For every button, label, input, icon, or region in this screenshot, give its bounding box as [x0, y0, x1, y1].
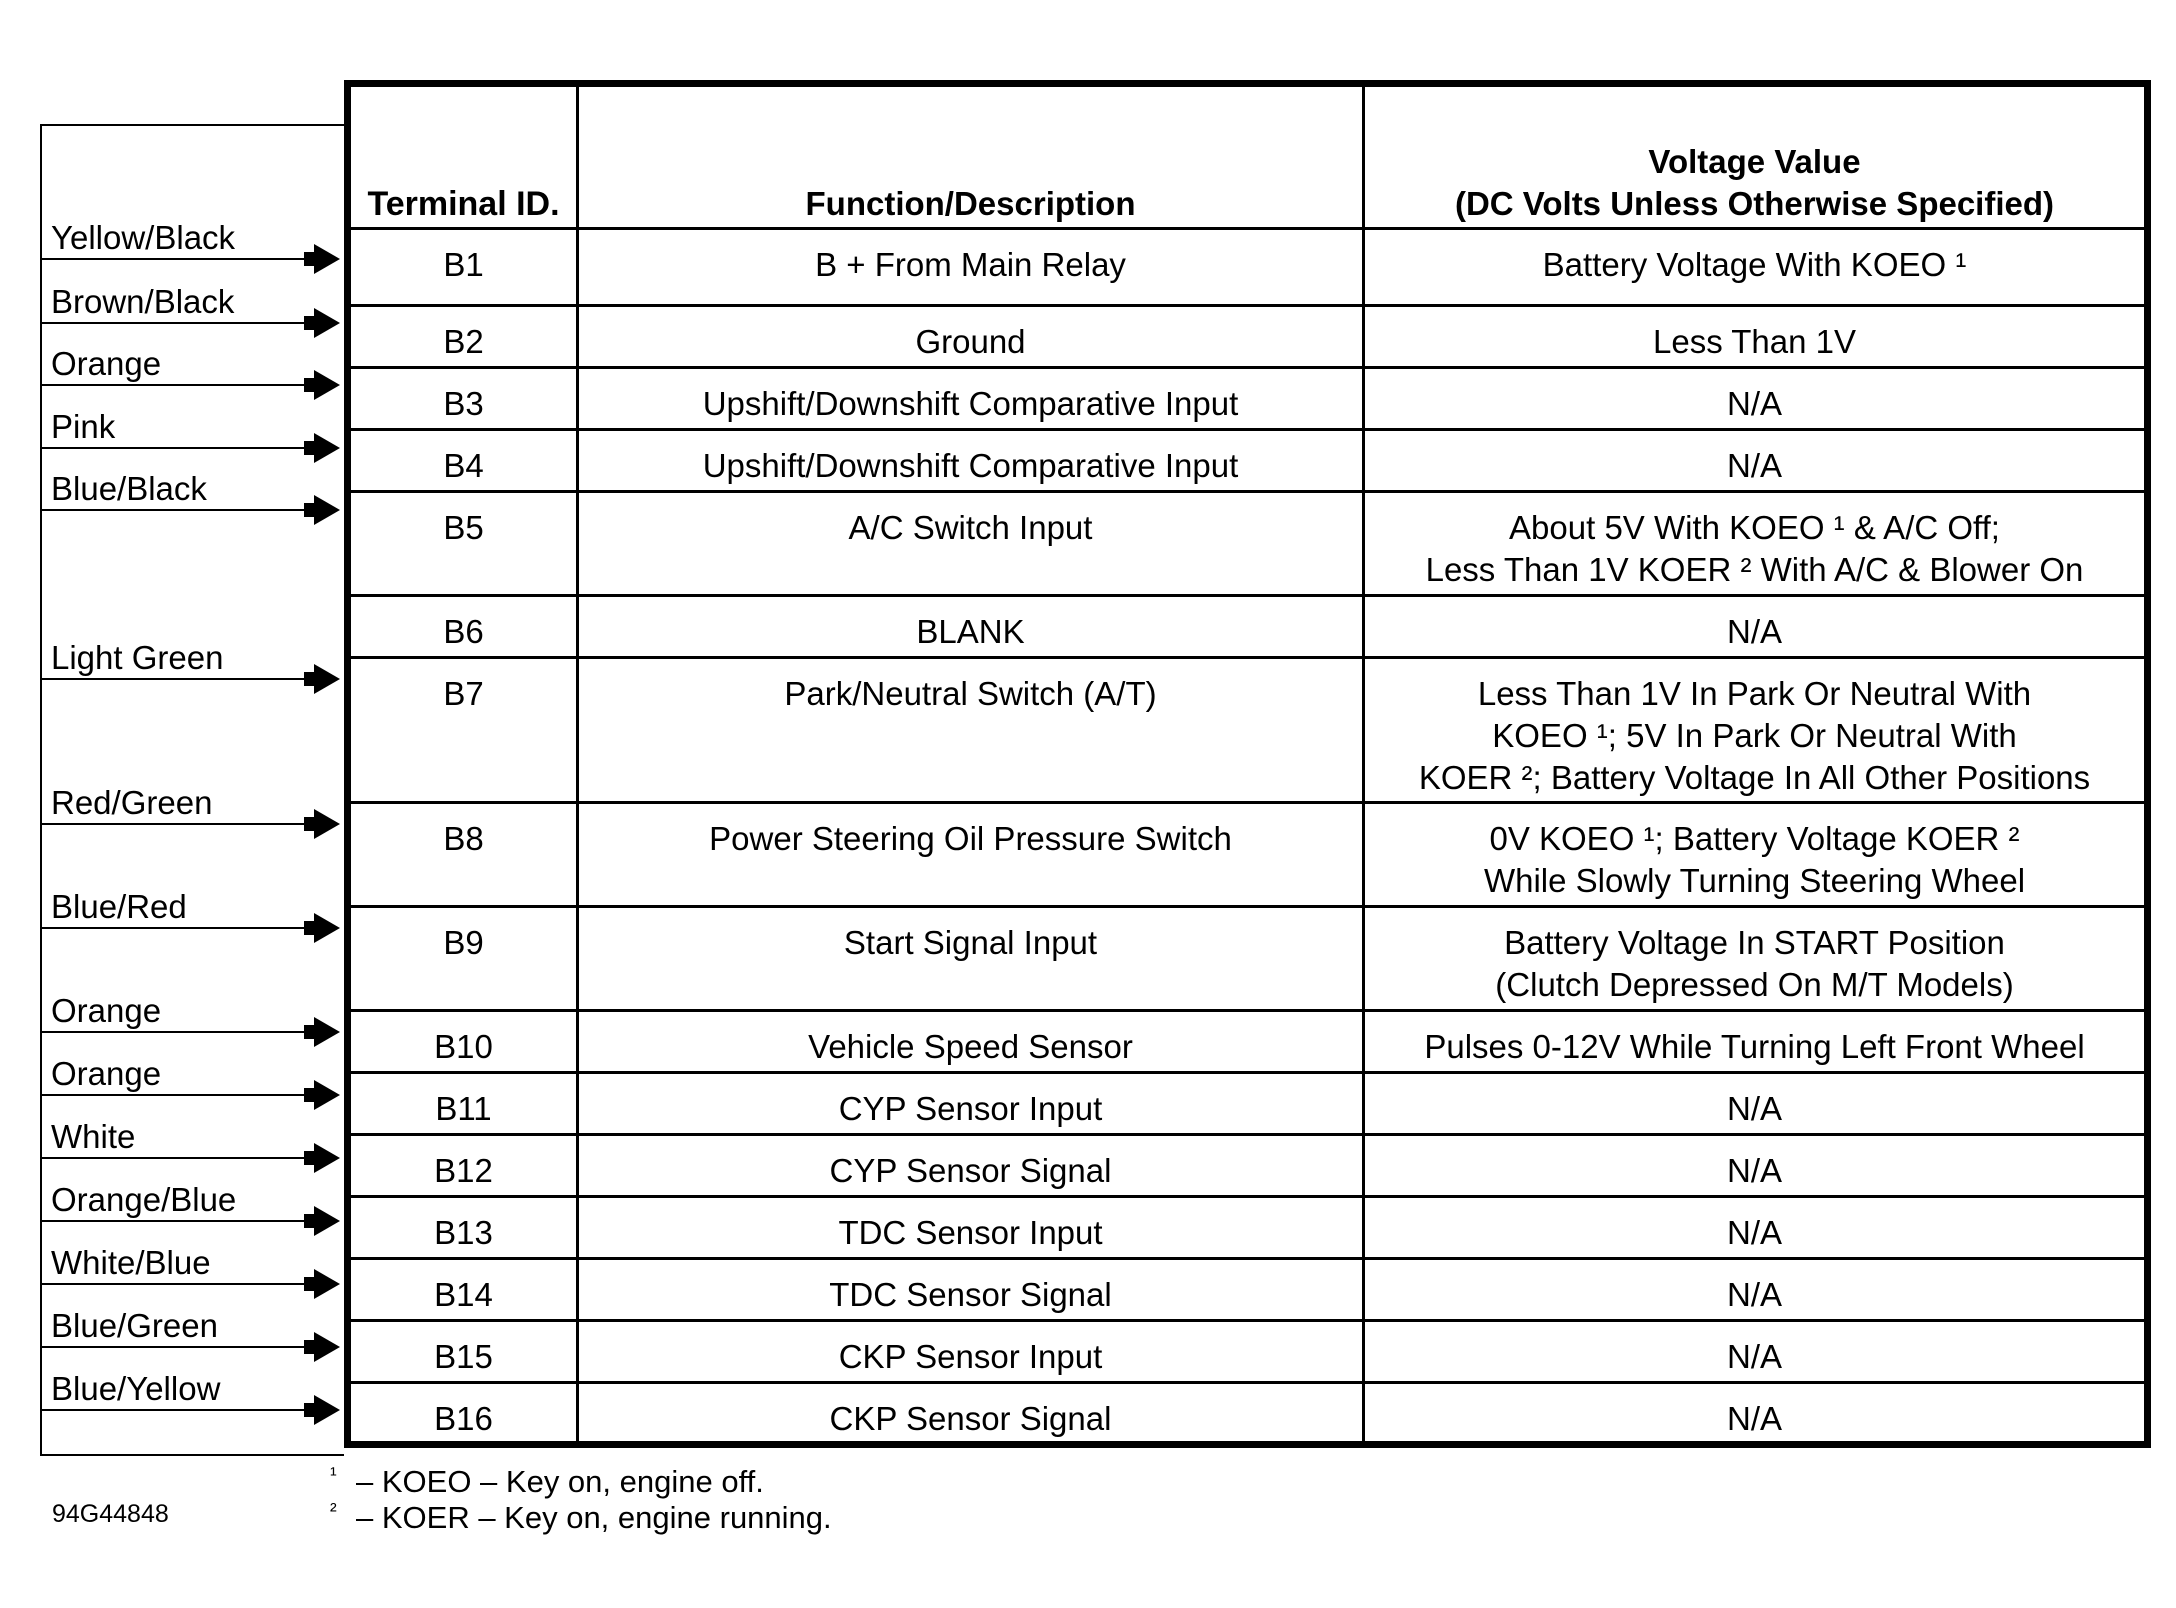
arrow-right-icon: [314, 1395, 340, 1425]
terminal-id-cell: B5: [348, 492, 578, 596]
arrow-right-icon: [314, 1080, 340, 1110]
terminal-table: [344, 80, 2151, 1448]
wire-color-label: Orange: [51, 1055, 162, 1092]
wire-color-label: Orange/Blue: [51, 1181, 237, 1218]
wire-color-label: Blue/Red: [51, 888, 187, 925]
terminal-id-cell: B6: [348, 596, 578, 658]
table-row: [348, 1383, 2148, 1445]
footnote-mark: ¹: [330, 1464, 337, 1486]
wire-line: [42, 823, 312, 825]
voltage-cell: Pulses 0-12V While Turning Left Front Wheel: [1364, 1011, 2148, 1073]
wire-color-label: Orange: [51, 345, 162, 382]
figure-id: 94G44848: [52, 1500, 169, 1528]
terminal-id-cell: B11: [348, 1073, 578, 1135]
header-function: Function/Description: [578, 84, 1364, 229]
arrow-right-icon: [314, 433, 340, 463]
arrow-right-icon: [314, 1332, 340, 1362]
voltage-cell: N/A: [1364, 368, 2148, 430]
table-row: [348, 430, 2148, 492]
terminal-id-cell: B12: [348, 1135, 578, 1197]
function-cell: Ground: [578, 306, 1364, 368]
wire-line: [42, 1031, 312, 1033]
wire-color-label: Yellow/Black: [51, 219, 236, 256]
wire-line: [42, 1094, 312, 1096]
function-cell: B + From Main Relay: [578, 229, 1364, 306]
voltage-cell: 0V KOEO ¹; Battery Voltage KOER ² While Slowly Turning Steering Wheel: [1364, 803, 2148, 907]
arrow-right-icon: [314, 308, 340, 338]
arrow-right-icon: [314, 913, 340, 943]
wire-color-label: Red/Green: [51, 784, 213, 821]
header-voltage-line1: Voltage Value: [1648, 143, 1861, 180]
table-row: [348, 1011, 2148, 1073]
table-row: [348, 229, 2148, 306]
voltage-cell: About 5V With KOEO ¹ & A/C Off; Less Than 1V KOER ² With A/C & Blower On: [1364, 492, 2148, 596]
function-cell: CYP Sensor Signal: [578, 1135, 1364, 1197]
table-row: [348, 1259, 2148, 1321]
terminal-id-cell: B9: [348, 907, 578, 1011]
terminal-id-cell: B16: [348, 1383, 578, 1445]
wire-line: [42, 509, 312, 511]
arrow-right-icon: [314, 1269, 340, 1299]
table-row: [348, 658, 2148, 803]
voltage-cell: Less Than 1V In Park Or Neutral With KOEO ¹; 5V In Park Or Neutral With KOER ²; Battery Voltage In All Other Positions: [1364, 658, 2148, 803]
arrow-right-icon: [314, 664, 340, 694]
function-cell: BLANK: [578, 596, 1364, 658]
header-row: [348, 84, 2148, 229]
table-row: [348, 492, 2148, 596]
table-body: [348, 229, 2148, 1445]
voltage-cell: Battery Voltage With KOEO ¹: [1364, 229, 2148, 306]
terminal-id-cell: B14: [348, 1259, 578, 1321]
table-row: [348, 1073, 2148, 1135]
voltage-cell: N/A: [1364, 430, 2148, 492]
arrow-right-icon: [314, 1143, 340, 1173]
wire-color-label: White/Blue: [51, 1244, 211, 1281]
table-row: [348, 803, 2148, 907]
voltage-cell: N/A: [1364, 1135, 2148, 1197]
arrow-right-icon: [314, 495, 340, 525]
voltage-cell: N/A: [1364, 1321, 2148, 1383]
wire-line: [42, 384, 312, 386]
function-cell: CYP Sensor Input: [578, 1073, 1364, 1135]
table-row: [348, 368, 2148, 430]
footnote-text: – KOEO – Key on, engine off.: [356, 1464, 764, 1499]
function-cell: Park/Neutral Switch (A/T): [578, 658, 1364, 803]
wire-color-label: Light Green: [51, 639, 224, 676]
wire-line: [42, 447, 312, 449]
table-row: [348, 306, 2148, 368]
function-cell: CKP Sensor Signal: [578, 1383, 1364, 1445]
arrow-right-icon: [314, 1206, 340, 1236]
table-row: [348, 907, 2148, 1011]
function-cell: TDC Sensor Input: [578, 1197, 1364, 1259]
function-cell: CKP Sensor Input: [578, 1321, 1364, 1383]
function-cell: Upshift/Downshift Comparative Input: [578, 368, 1364, 430]
footnote-1: [330, 1464, 832, 1500]
header-voltage-line2: (DC Volts Unless Otherwise Specified): [1454, 185, 2055, 222]
voltage-cell: N/A: [1364, 1383, 2148, 1445]
terminal-id-cell: B2: [348, 306, 578, 368]
wire-line: [42, 322, 312, 324]
wire-line: [42, 927, 312, 929]
terminal-id-cell: B1: [348, 229, 578, 306]
wire-color-label: Blue/Black: [51, 470, 207, 507]
wire-line: [42, 1346, 312, 1348]
wire-line: [42, 1220, 312, 1222]
wire-color-label: Pink: [51, 408, 116, 445]
function-cell: Power Steering Oil Pressure Switch: [578, 803, 1364, 907]
terminal-id-cell: B7: [348, 658, 578, 803]
wire-color-panel: [40, 124, 344, 1456]
header-voltage: [1364, 84, 2148, 229]
function-cell: TDC Sensor Signal: [578, 1259, 1364, 1321]
table-row: [348, 1197, 2148, 1259]
wire-color-label: Brown/Black: [51, 283, 235, 320]
arrow-right-icon: [314, 244, 340, 274]
function-cell: Vehicle Speed Sensor: [578, 1011, 1364, 1073]
arrow-right-icon: [314, 1017, 340, 1047]
arrow-right-icon: [314, 370, 340, 400]
footnote-2: [330, 1500, 832, 1536]
table-row: [348, 1321, 2148, 1383]
function-cell: A/C Switch Input: [578, 492, 1364, 596]
wire-color-label: White: [51, 1118, 136, 1155]
arrow-right-icon: [314, 809, 340, 839]
header-terminal-id: Terminal ID.: [348, 84, 578, 229]
terminal-id-cell: B8: [348, 803, 578, 907]
voltage-cell: Battery Voltage In START Position (Clutch Depressed On M/T Models): [1364, 907, 2148, 1011]
terminal-id-cell: B10: [348, 1011, 578, 1073]
voltage-cell: N/A: [1364, 1259, 2148, 1321]
wire-color-label: Blue/Yellow: [51, 1370, 221, 1407]
wire-line: [42, 1157, 312, 1159]
function-cell: Start Signal Input: [578, 907, 1364, 1011]
table-row: [348, 1135, 2148, 1197]
wire-color-label: Orange: [51, 992, 162, 1029]
voltage-cell: N/A: [1364, 596, 2148, 658]
footnotes: [330, 1464, 832, 1536]
voltage-cell: N/A: [1364, 1073, 2148, 1135]
footnote-text: – KOER – Key on, engine running.: [356, 1500, 832, 1535]
terminal-id-cell: B3: [348, 368, 578, 430]
voltage-cell: N/A: [1364, 1197, 2148, 1259]
terminal-id-cell: B13: [348, 1197, 578, 1259]
voltage-cell: Less Than 1V: [1364, 306, 2148, 368]
terminal-id-cell: B4: [348, 430, 578, 492]
wire-line: [42, 678, 312, 680]
wire-line: [42, 258, 312, 260]
footnote-mark: ²: [330, 1500, 337, 1522]
wire-line: [42, 1409, 312, 1411]
terminal-id-cell: B15: [348, 1321, 578, 1383]
table-row: [348, 596, 2148, 658]
wire-color-label: Blue/Green: [51, 1307, 218, 1344]
wire-line: [42, 1283, 312, 1285]
function-cell: Upshift/Downshift Comparative Input: [578, 430, 1364, 492]
